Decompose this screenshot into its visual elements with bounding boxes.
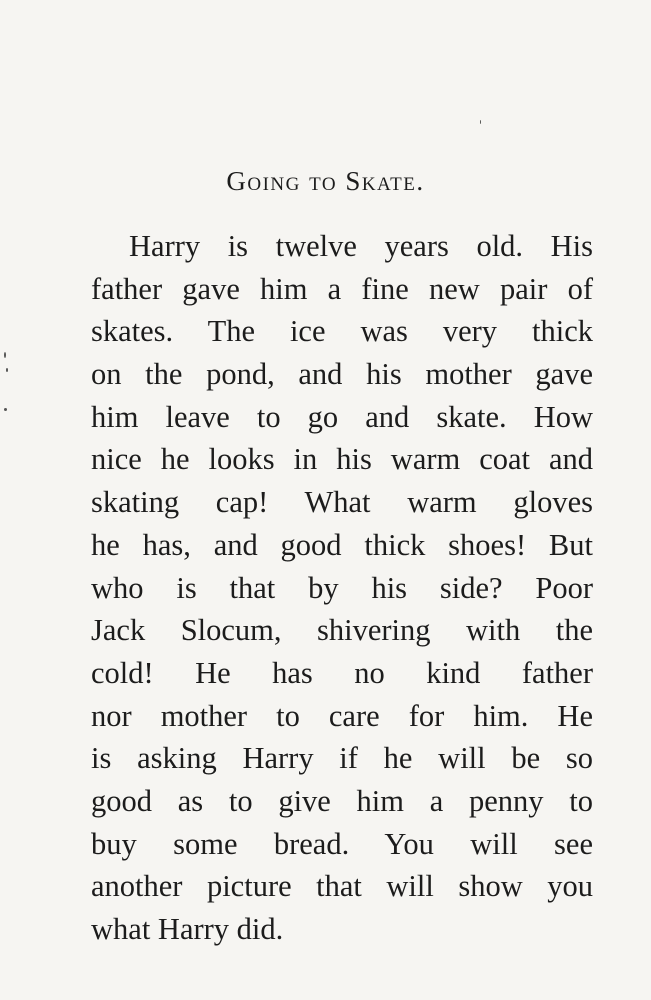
text-line: Harry is twelve years old. His	[129, 229, 593, 263]
text-line: father gave him a fine new pair of	[91, 271, 593, 306]
paper-speck	[480, 120, 481, 124]
text-line: who is that by his side? Poor	[91, 570, 593, 605]
text-line: is asking Harry if he will be so	[91, 741, 593, 776]
text-line: cold! He has no kind father	[91, 655, 593, 690]
story-paragraph	[91, 225, 593, 951]
text-line: what Harry did.	[91, 912, 284, 946]
page-title: Going to Skate.	[226, 166, 425, 196]
text-line: nor mother to care for him. He	[91, 698, 593, 733]
paper-speck	[4, 408, 7, 411]
text-line: he has, and good thick shoes! But	[91, 527, 593, 562]
text-line: Jack Slocum, shivering with the	[91, 613, 593, 648]
paper-speck	[6, 368, 8, 372]
text-line: nice he looks in his warm coat and	[91, 442, 593, 477]
paper-speck	[4, 352, 6, 358]
text-line: buy some bread. You will see	[91, 826, 593, 861]
text-line: on the pond, and his mother gave	[91, 357, 593, 392]
text-line: good as to give him a penny to	[91, 783, 593, 818]
text-line: skates. The ice was very thick	[91, 314, 593, 349]
text-line: another picture that will show you	[91, 869, 593, 904]
text-line: him leave to go and skate. How	[91, 399, 593, 434]
text-line: skating cap! What warm gloves	[91, 485, 593, 520]
